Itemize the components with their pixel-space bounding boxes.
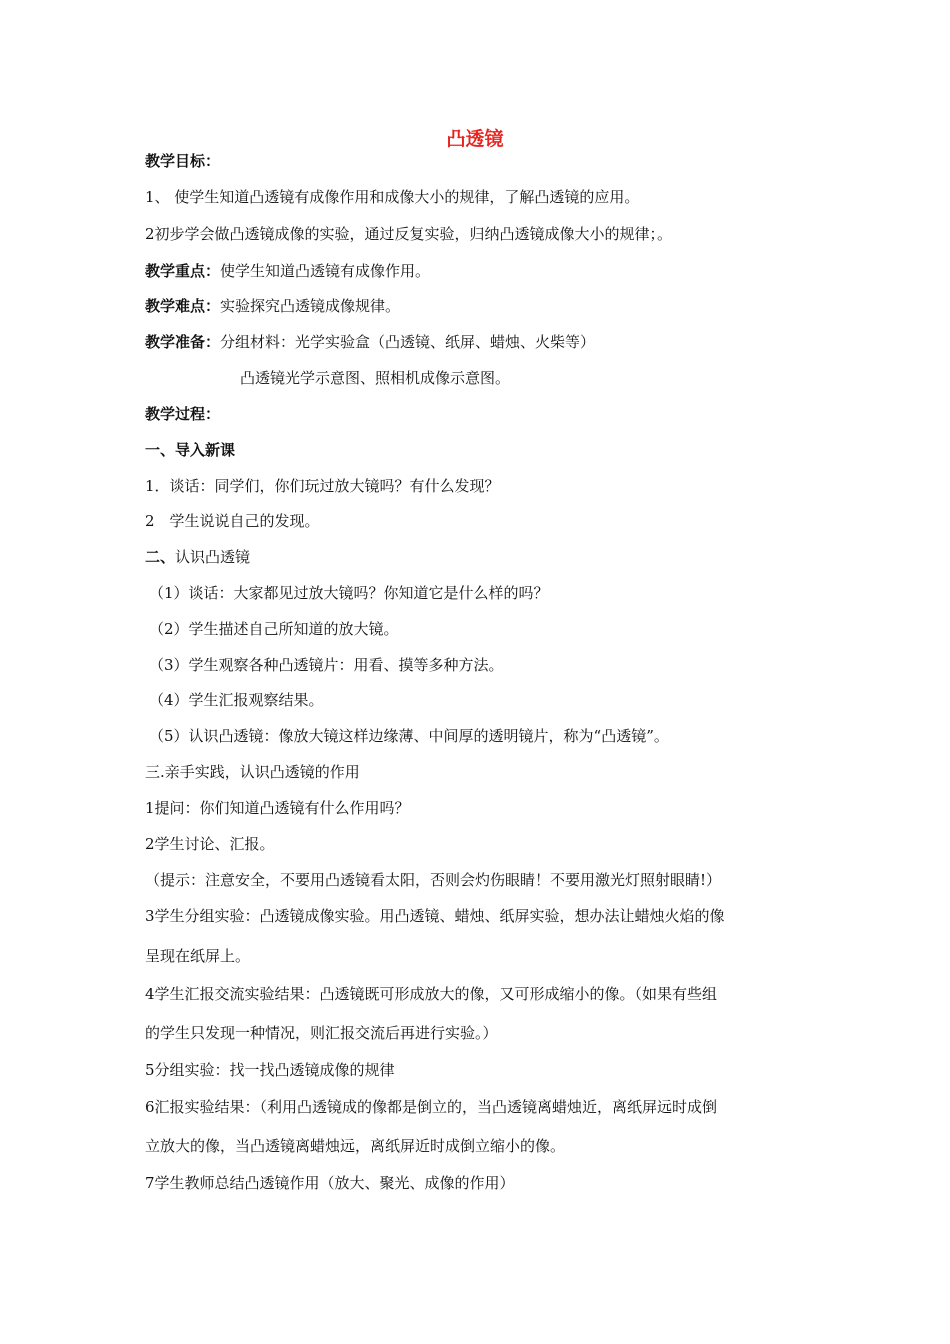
section-3-item-2: 2学生讨论、汇报。 [145,835,275,853]
section-2-item-1: （1）谈话：大家都见过放大镜吗？你知道它是什么样的吗？ [149,584,549,602]
section-2-title [145,547,815,567]
goals-heading: 教学目标： [145,152,221,170]
key-point-text: 使学生知道凸透镜有成像作用。 [220,262,431,280]
process-heading: 教学过程： [145,405,221,423]
section-3-item-5: 5分组实验：找一找凸透镜成像的规律 [145,1061,395,1079]
section-3-item-1: 1提问：你们知道凸透镜有什么作用吗？ [145,799,410,817]
section-1-item-1: 1．谈话：同学们，你们玩过放大镜吗？有什么发现？ [145,477,500,495]
section-1-title: 一、导入新课 [145,441,236,459]
section-2-title-text: 认识凸透镜 [175,548,251,566]
goal-1: 1、 使学生知道凸透镜有成像作用和成像大小的规律，了解凸透镜的应用。 [145,188,640,206]
difficulty-label: 教学难点： [145,297,221,315]
section-3-item-6a: 6汇报实验结果：（利用凸透镜成的像都是倒立的，当凸透镜离蜡烛近，离纸屏远时成倒 [145,1098,718,1116]
key-point-label: 教学重点： [145,262,221,280]
section-3-item-3b: 呈现在纸屏上。 [145,947,251,965]
section-3-item-3a: 3学生分组实验：凸透镜成像实验。用凸透镜、蜡烛、纸屏实验，想办法让蜡烛火焰的像 [145,907,725,925]
difficulty-text: 实验探究凸透镜成像规律。 [220,297,401,315]
page-title: 凸透镜 [446,128,504,150]
difficulty-point [145,296,815,316]
section-3-item-6b: 立放大的像，当凸透镜离蜡烛远，离纸屏近时成倒立缩小的像。 [145,1137,566,1155]
section-2-number: 二、 [145,548,176,566]
preparation [145,332,815,352]
section-3-title: 三.亲手实践，认识凸透镜的作用 [145,763,360,781]
section-3-item-4b: 的学生只发现一种情况，则汇报交流后再进行实验。） [145,1024,498,1042]
section-2-item-2: （2）学生描述自己所知道的放大镜。 [149,620,399,638]
section-3-tip: （提示：注意安全，不要用凸透镜看太阳，否则会灼伤眼睛！不要用激光灯照射眼睛!） [145,871,722,889]
key-point [145,261,815,281]
preparation-text: 分组材料：光学实验盒（凸透镜、纸屏、蜡烛、火柴等） [220,333,596,351]
section-2-item-5: （5）认识凸透镜：像放大镜这样边缘薄、中间厚的透明镜片，称为“凸透镜”。 [149,727,669,745]
preparation-label: 教学准备： [145,333,221,351]
section-3-item-7: 7学生教师总结凸透镜作用（放大、聚光、成像的作用） [145,1174,515,1192]
section-1-item-2: 2 学生说说自己的发现。 [145,512,320,530]
preparation-text-2: 凸透镜光学示意图、照相机成像示意图。 [240,369,511,387]
section-2-item-4: （4）学生汇报观察结果。 [149,691,324,709]
section-2-item-3: （3）学生观察各种凸透镜片：用看、摸等多种方法。 [149,656,504,674]
section-3-item-4a: 4学生汇报交流实验结果：凸透镜既可形成放大的像，又可形成缩小的像。（如果有些组 [145,985,718,1003]
goal-2: 2初步学会做凸透镜成像的实验，通过反复实验，归纳凸透镜成像大小的规律；。 [145,225,673,243]
